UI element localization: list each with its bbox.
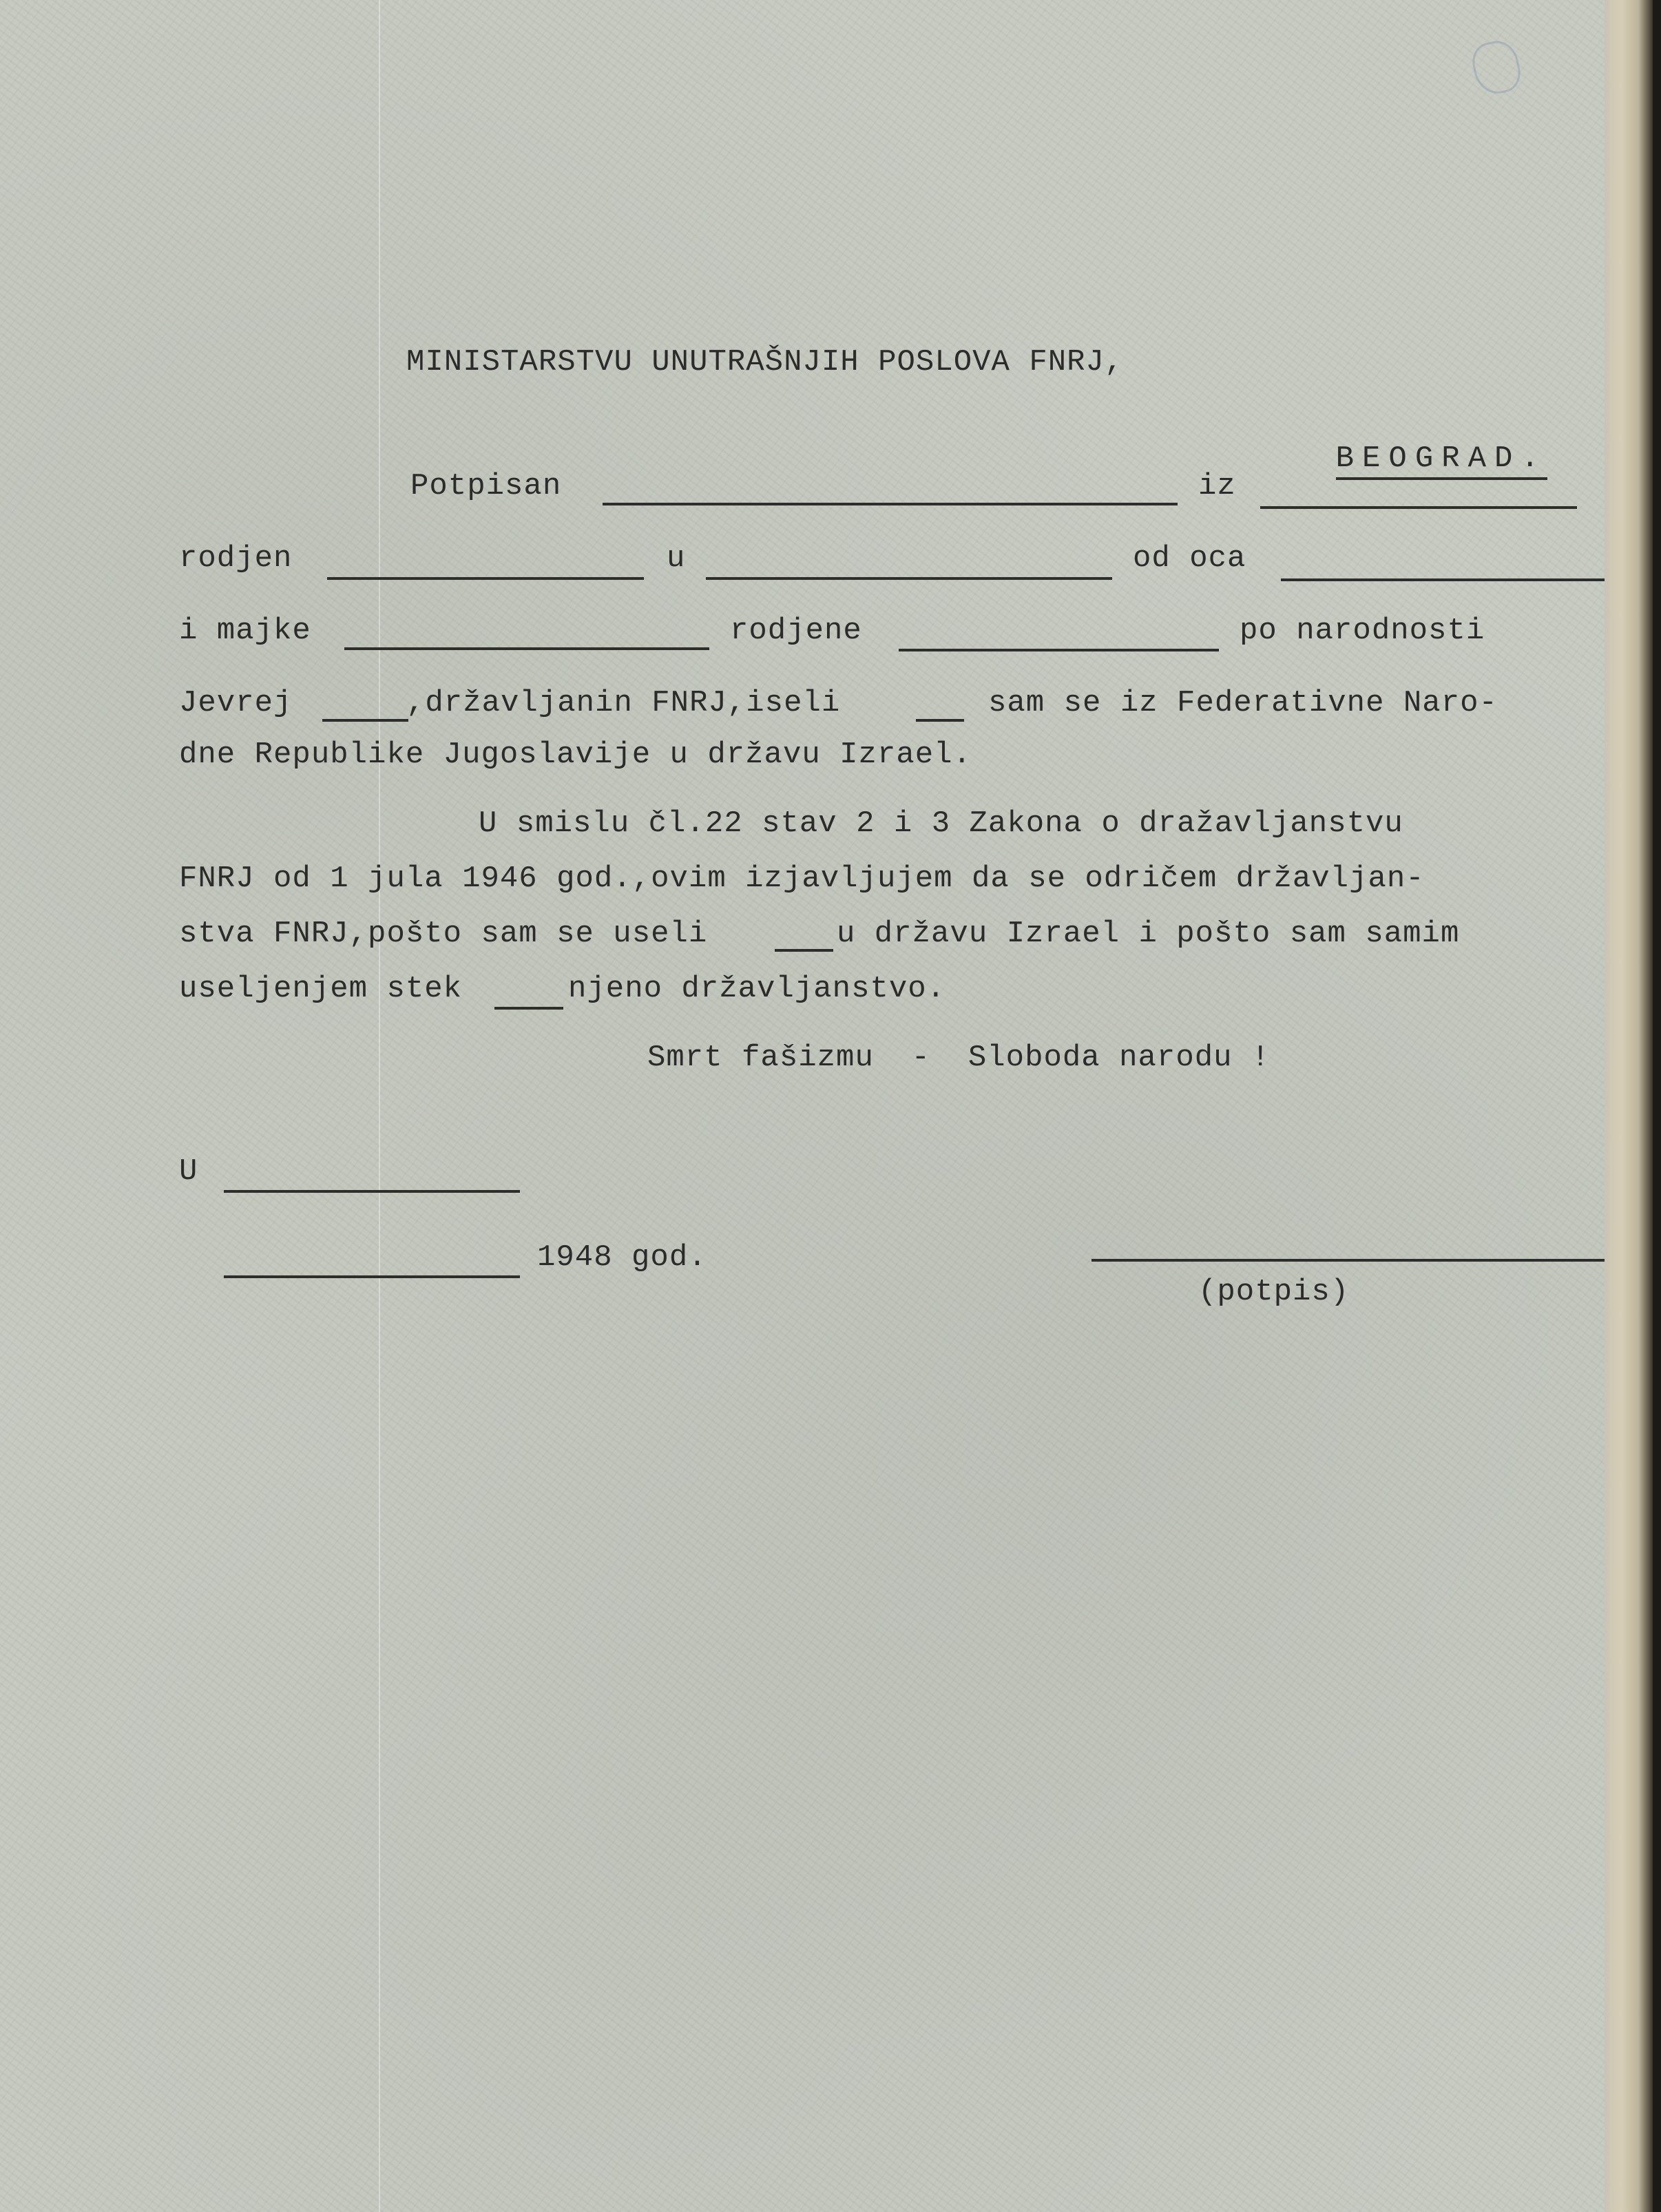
signature-field[interactable] [1091,1259,1605,1262]
paper-fold-line [379,0,380,2212]
from-field[interactable] [1260,506,1577,509]
emigration-text: sam se iz Federativne Naro- [988,686,1498,720]
city-heading [1260,405,1547,512]
label-mother: i majke [179,614,311,648]
label-nationality: po narodnosti [1240,614,1485,648]
pencil-mark [1469,37,1524,98]
acquisition-text: useljenjem stek [179,972,463,1006]
paper-edge [1605,0,1653,2212]
slogan: Smrt fašizmu - Sloboda narodu ! [647,1041,1271,1075]
place-prefix: U [179,1154,198,1189]
father-field[interactable] [1281,578,1618,581]
word-jew: Jevrej [179,686,293,720]
date-field[interactable] [224,1275,520,1278]
label-born: rodjen [179,541,293,576]
gender-suffix-field-2[interactable] [916,719,964,722]
mother-field[interactable] [344,647,709,650]
label-born-f: rodjene [730,614,862,648]
law-reference: U smislu čl.22 stav 2 i 3 Zakona o dražavljanstvu [479,806,1403,841]
gender-suffix-field-4[interactable] [494,1007,563,1010]
addressee: MINISTARSTVU UNUTRAŠNJIH POSLOVA FNRJ, [406,345,1124,379]
year-text: 1948 god. [537,1240,707,1275]
city-text: BEOGRAD. [1336,441,1547,480]
place-field[interactable] [224,1190,520,1193]
immigration-text: stva FNRJ,pošto sam se useli [179,917,708,951]
label-signed: Potpisan [410,469,562,503]
label-from: iz [1198,469,1236,503]
gender-suffix-field-3[interactable] [775,949,833,952]
label-father: od oca [1133,541,1246,576]
label-in: u [667,541,686,576]
israel-text: u državu Izrael i pošto sam samim [837,917,1460,951]
birthplace-field[interactable] [706,577,1112,580]
name-field[interactable] [603,503,1178,505]
citizen-text: ,državljanin FNRJ,iseli [406,686,841,720]
citizenship-text: njeno državljanstvo. [568,972,946,1006]
republic-text: dne Republike Jugoslavije u državu Izrael. [179,738,972,772]
birth-date-field[interactable] [327,577,644,580]
gender-suffix-field-1[interactable] [322,719,408,722]
declaration-line: FNRJ od 1 jula 1946 god.,ovim izjavljujem da se odričem državljan- [179,862,1425,896]
mother-maiden-field[interactable] [899,649,1219,651]
signature-label: (potpis) [1198,1275,1350,1309]
